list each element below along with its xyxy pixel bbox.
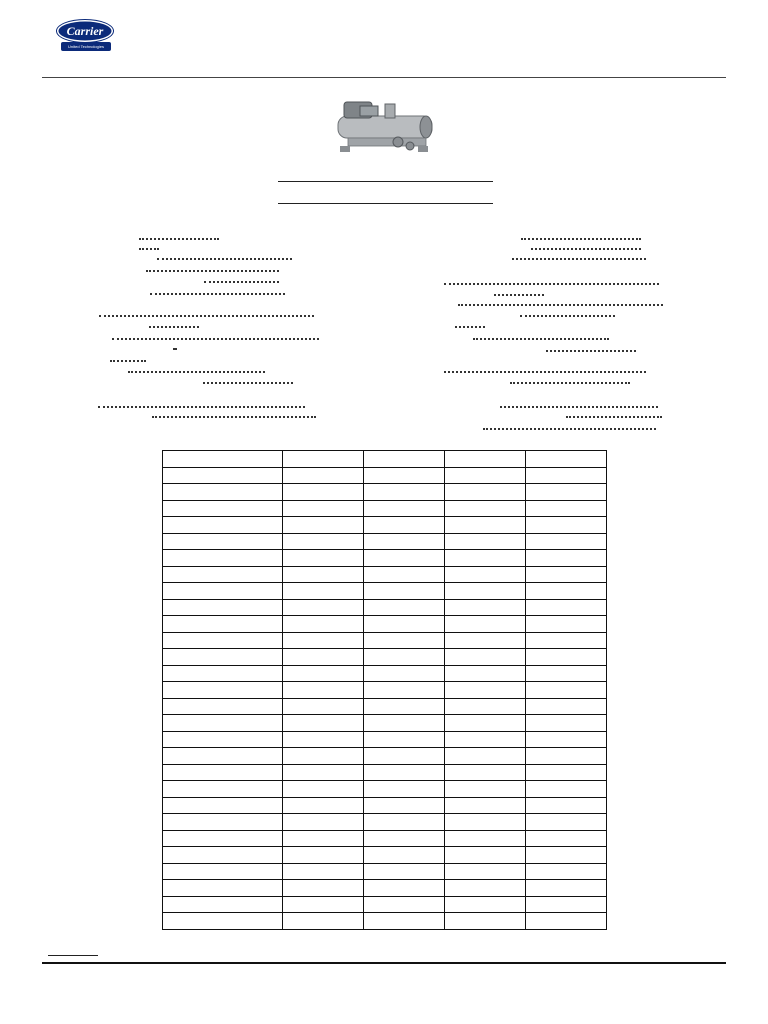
table-row [163,880,607,897]
table-cell [163,698,283,715]
table-cell [163,616,283,633]
table-cell [526,896,607,913]
table-cell [364,451,445,468]
table-cell [163,830,283,847]
table-cell [445,616,526,633]
table-cell [526,715,607,732]
text-line-placeholder [139,238,219,240]
text-line-placeholder [146,270,279,272]
table-cell [445,632,526,649]
table-cell [163,896,283,913]
table-cell [283,781,364,798]
text-line-placeholder [546,350,636,352]
table-cell [364,847,445,864]
text-line-placeholder [520,315,615,317]
table-cell [283,451,364,468]
table-cell [526,467,607,484]
table-cell [283,715,364,732]
table-cell [283,500,364,517]
table-cell [283,797,364,814]
table-cell [283,649,364,666]
carrier-logo [57,20,113,50]
table-cell [163,550,283,567]
text-line-placeholder [512,258,646,260]
table-row [163,649,607,666]
table-cell [526,665,607,682]
table-cell [526,880,607,897]
spec-table [162,450,607,930]
table-cell [283,632,364,649]
table-row [163,896,607,913]
table-cell [163,500,283,517]
text-line-placeholder [204,281,279,283]
table-cell [364,632,445,649]
table-cell [526,682,607,699]
table-cell [283,764,364,781]
table-cell [364,550,445,567]
table-cell [364,797,445,814]
table-cell [526,764,607,781]
table-row [163,599,607,616]
table-cell [283,814,364,831]
table-cell [445,599,526,616]
table-cell [445,764,526,781]
table-cell [526,797,607,814]
text-line-placeholder [494,294,544,296]
table-cell [445,467,526,484]
table-row [163,748,607,765]
table-row [163,797,607,814]
table-cell [163,797,283,814]
table-cell [364,566,445,583]
text-line-placeholder [458,304,663,306]
table-cell [364,731,445,748]
table-cell [163,599,283,616]
table-cell [163,484,283,501]
table-cell [163,715,283,732]
logo-tagline: United Technologies [61,42,111,51]
table-cell [364,616,445,633]
table-cell [163,682,283,699]
table-cell [283,484,364,501]
table-cell [445,880,526,897]
table-cell [364,649,445,666]
text-line-placeholder [128,371,265,373]
table-row [163,451,607,468]
text-line-placeholder [531,248,641,250]
table-cell [163,913,283,930]
text-line-placeholder [483,428,656,430]
table-cell [526,781,607,798]
table-row [163,682,607,699]
table-cell [163,731,283,748]
table-cell [526,451,607,468]
table-row [163,814,607,831]
table-cell [283,698,364,715]
table-cell [445,484,526,501]
table-cell [364,698,445,715]
table-cell [526,500,607,517]
header-divider [42,77,726,78]
table-cell [445,830,526,847]
table-cell [283,896,364,913]
table-cell [445,583,526,600]
table-cell [526,649,607,666]
text-line-placeholder [110,360,146,362]
table-cell [445,698,526,715]
table-cell [445,896,526,913]
table-cell [364,830,445,847]
table-cell [163,814,283,831]
table-row [163,632,607,649]
table-cell [445,748,526,765]
text-line-placeholder [150,293,285,295]
table-cell [526,632,607,649]
table-cell [445,847,526,864]
table-cell [445,566,526,583]
table-cell [364,781,445,798]
table-row [163,698,607,715]
table-cell [364,814,445,831]
table-row [163,913,607,930]
table-cell [445,665,526,682]
table-cell [283,748,364,765]
table-cell [283,616,364,633]
table-cell [163,847,283,864]
table-cell [526,583,607,600]
table-cell [163,533,283,550]
subtitle-underline [278,203,493,204]
table-cell [163,649,283,666]
table-cell [526,550,607,567]
table-cell [364,599,445,616]
table-cell [283,847,364,864]
table-cell [283,913,364,930]
table-row [163,484,607,501]
table-cell [364,880,445,897]
text-line-placeholder [500,406,658,408]
table-cell [445,550,526,567]
text-line-placeholder [98,406,305,408]
table-cell [364,764,445,781]
table-cell [283,566,364,583]
footnote-divider [48,955,98,956]
table-cell [283,682,364,699]
text-line-placeholder [444,283,659,285]
table-cell [364,467,445,484]
table-cell [163,632,283,649]
table-row [163,500,607,517]
table-cell [526,847,607,864]
table-cell [163,583,283,600]
text-line-placeholder [521,238,641,240]
table-cell [526,863,607,880]
table-cell [445,451,526,468]
table-cell [283,583,364,600]
table-cell [364,748,445,765]
text-line-placeholder [444,371,646,373]
text-line-placeholder [566,416,662,418]
table-cell [283,880,364,897]
table-cell [364,500,445,517]
table-cell [526,731,607,748]
table-cell [364,913,445,930]
table-cell [445,715,526,732]
table-cell [163,665,283,682]
text-line-placeholder [149,326,199,328]
table-row [163,665,607,682]
table-row [163,583,607,600]
table-row [163,715,607,732]
table-cell [163,863,283,880]
table-row [163,764,607,781]
text-line-placeholder [157,258,292,260]
table-cell [163,517,283,534]
text-line-placeholder [203,382,293,384]
table-cell [283,533,364,550]
table-cell [283,731,364,748]
table-cell [163,880,283,897]
table-cell [364,665,445,682]
text-line-placeholder [152,416,316,418]
table-cell [526,533,607,550]
chiller-unit-image [330,98,440,156]
table-cell [364,484,445,501]
table-cell [163,748,283,765]
table-cell [445,863,526,880]
table-row [163,467,607,484]
table-cell [283,550,364,567]
table-cell [163,566,283,583]
table-cell [526,698,607,715]
table-cell [526,566,607,583]
text-line-placeholder [510,382,630,384]
text-line-placeholder [473,338,609,340]
table-row [163,731,607,748]
table-cell [526,616,607,633]
table-cell [445,533,526,550]
footer-divider [42,962,726,964]
table-cell [283,830,364,847]
table-row [163,550,607,567]
table-cell [526,599,607,616]
table-cell [445,797,526,814]
table-cell [364,682,445,699]
table-cell [283,467,364,484]
table-row [163,863,607,880]
table-row [163,517,607,534]
table-row [163,533,607,550]
table-cell [163,451,283,468]
table-row [163,830,607,847]
table-cell [283,599,364,616]
table-cell [163,764,283,781]
table-cell [364,583,445,600]
table-cell [526,484,607,501]
text-line-placeholder [112,338,319,340]
table-cell [364,517,445,534]
table-cell [163,781,283,798]
table-cell [283,665,364,682]
table-cell [526,517,607,534]
table-cell [445,814,526,831]
table-row [163,566,607,583]
text-line-placeholder [99,315,314,317]
table-cell [445,731,526,748]
table-cell [445,517,526,534]
table-cell [283,517,364,534]
title-underline [278,181,493,182]
table-row [163,781,607,798]
table-row [163,616,607,633]
text-line-placeholder [139,248,159,250]
logo-wordmark: Carrier [57,20,113,42]
table-cell [445,682,526,699]
table-cell [445,913,526,930]
table-cell [163,467,283,484]
table-cell [526,830,607,847]
table-cell [283,863,364,880]
table-cell [445,781,526,798]
table-row [163,847,607,864]
table-cell [364,715,445,732]
text-line-placeholder [173,348,177,350]
table-cell [364,896,445,913]
table-cell [364,533,445,550]
table-cell [526,748,607,765]
table-cell [445,500,526,517]
table-cell [364,863,445,880]
table-cell [526,814,607,831]
text-line-placeholder [455,326,485,328]
table-cell [526,913,607,930]
table-cell [445,649,526,666]
